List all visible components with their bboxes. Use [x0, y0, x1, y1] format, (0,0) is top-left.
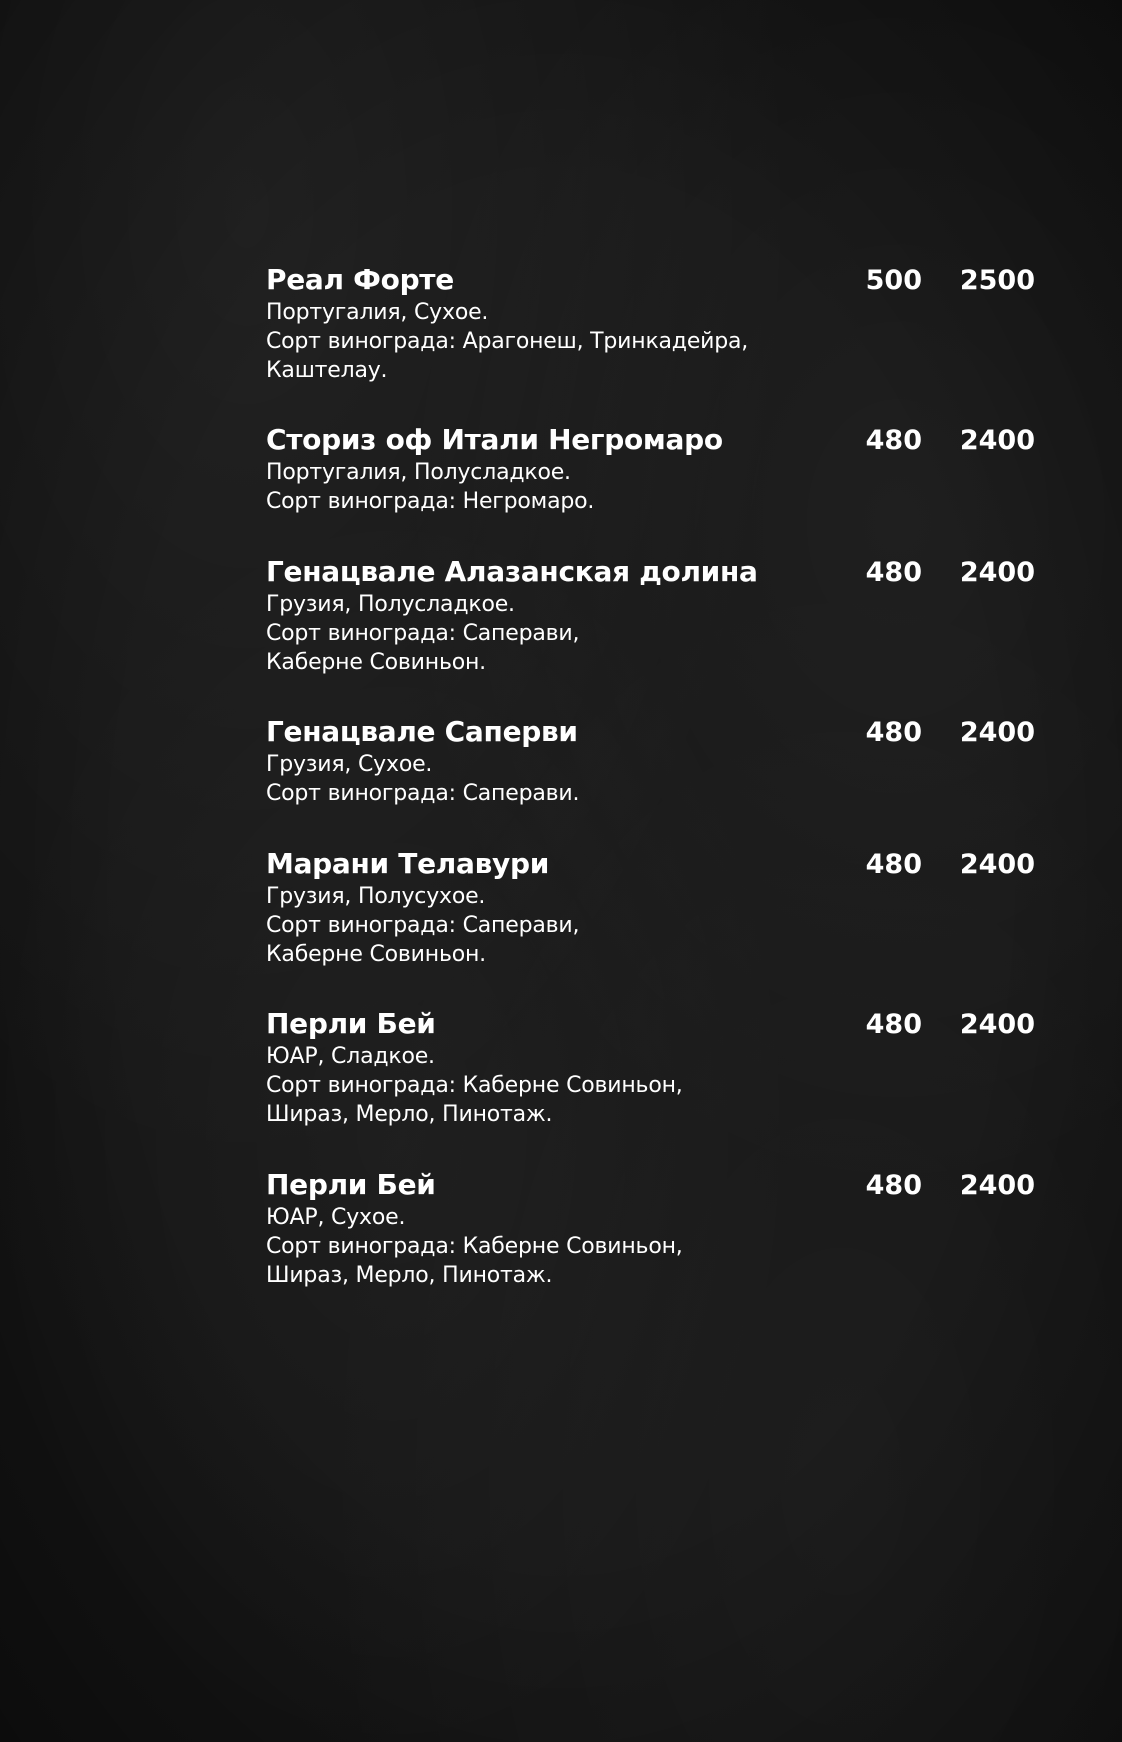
item-origin: Португалия, Сухое.	[266, 300, 489, 325]
item-description	[266, 750, 826, 808]
item-name: Сториз оф Итали Негромаро	[266, 423, 723, 456]
item-grapes: Сорт винограда: Каберне Совиньон,	[266, 1073, 683, 1098]
item-description	[266, 590, 826, 677]
item-origin: Грузия, Полусухое.	[266, 884, 486, 909]
item-description	[266, 1203, 826, 1290]
item-name: Реал Форте	[266, 263, 454, 296]
price-glass: 500	[865, 265, 922, 296]
item-name: Генацвале Алазанская долина	[266, 555, 758, 588]
item-grapes-continued: Шираз, Мерло, Пинотаж.	[266, 1263, 553, 1288]
item-origin: ЮАР, Сухое.	[266, 1205, 406, 1230]
item-description	[266, 298, 826, 385]
item-grapes: Сорт винограда: Саперави,	[266, 913, 580, 938]
item-description	[266, 458, 826, 516]
item-grapes: Сорт винограда: Саперави.	[266, 781, 580, 806]
price-bottle: 2400	[959, 1170, 1035, 1201]
price-bottle: 2500	[959, 265, 1035, 296]
item-grapes-continued: Каберне Совиньон.	[266, 942, 486, 967]
item-description	[266, 882, 826, 969]
price-glass: 480	[865, 557, 922, 588]
item-origin: Грузия, Полусладкое.	[266, 592, 515, 617]
item-origin: Португалия, Полусладкое.	[266, 460, 571, 485]
item-grapes-continued: Каберне Совиньон.	[266, 650, 486, 675]
item-name: Перли Бей	[266, 1007, 436, 1040]
item-origin: ЮАР, Сладкое.	[266, 1044, 435, 1069]
price-glass: 480	[865, 717, 922, 748]
item-description	[266, 1042, 826, 1129]
price-glass: 480	[865, 1009, 922, 1040]
item-name: Перли Бей	[266, 1168, 436, 1201]
price-bottle: 2400	[959, 717, 1035, 748]
item-name: Марани Телавури	[266, 847, 550, 880]
price-glass: 480	[865, 849, 922, 880]
price-bottle: 2400	[959, 1009, 1035, 1040]
item-grapes: Сорт винограда: Негромаро.	[266, 489, 595, 514]
item-grapes: Сорт винограда: Каберне Совиньон,	[266, 1234, 683, 1259]
price-glass: 480	[865, 1170, 922, 1201]
item-name: Генацвале Саперви	[266, 715, 578, 748]
item-grapes-continued: Шираз, Мерло, Пинотаж.	[266, 1102, 553, 1127]
item-grapes: Сорт винограда: Саперави,	[266, 621, 580, 646]
price-glass: 480	[865, 425, 922, 456]
price-bottle: 2400	[959, 425, 1035, 456]
item-grapes-continued: Каштелау.	[266, 358, 388, 383]
item-origin: Грузия, Сухое.	[266, 752, 433, 777]
price-bottle: 2400	[959, 849, 1035, 880]
price-bottle: 2400	[959, 557, 1035, 588]
item-grapes: Сорт винограда: Арагонеш, Тринкадейра,	[266, 329, 749, 354]
